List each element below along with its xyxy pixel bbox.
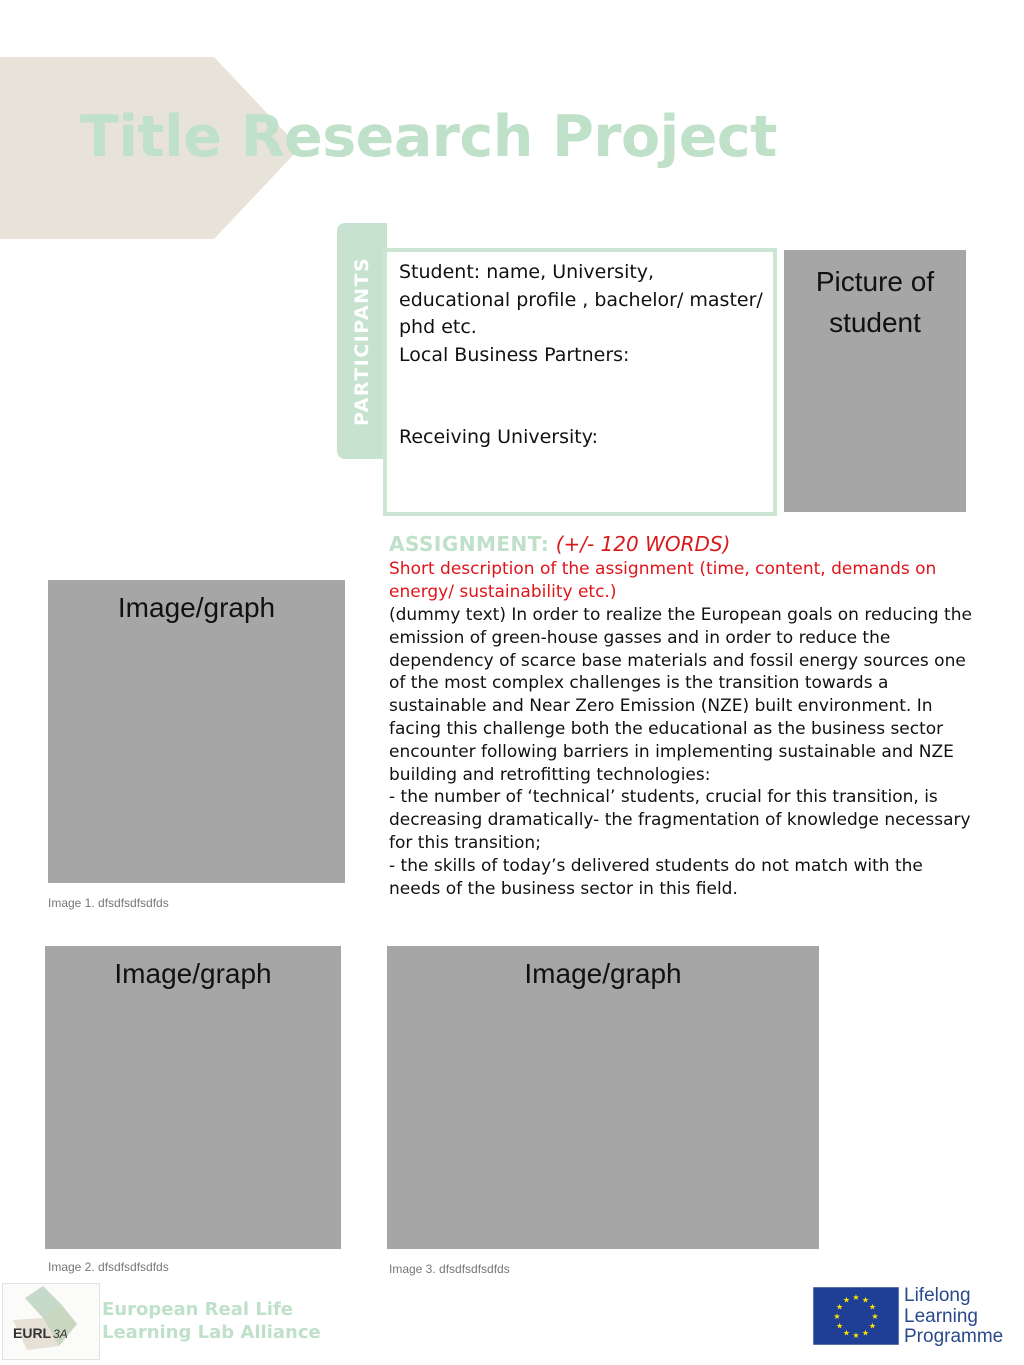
student-line: Student: name, University, educational profile , bachelor/ master/ phd etc. (399, 261, 763, 338)
eu-star-icon: ★ (852, 1331, 860, 1340)
image-placeholder-3 (387, 946, 819, 1249)
eu-flag-icon (813, 1287, 899, 1345)
alliance-line: European Real Life (102, 1299, 294, 1320)
image-label: Image/graph (117, 592, 276, 623)
eu-star-icon: ★ (852, 1293, 860, 1302)
assignment-body (389, 604, 979, 900)
image-caption-1: Image 1. dfsdfsdfsdfds (48, 896, 169, 910)
eu-star-icon: ★ (868, 1321, 877, 1331)
eu-star-icon: ★ (861, 1328, 870, 1338)
assignment-paragraph: - the skills of today’s delivered students do not match with the needs of the business sector in this field. (389, 855, 923, 899)
eu-star-icon: ★ (835, 1302, 844, 1312)
llp-line: Learning (904, 1305, 978, 1327)
lifelong-learning-programme-label (904, 1286, 1003, 1348)
student-picture-label: Picture of student (815, 266, 935, 338)
eurl3a-logo (2, 1283, 100, 1360)
eu-star-icon: ★ (833, 1312, 841, 1321)
image-caption-2: Image 2. dfsdfsdfsdfds (48, 1260, 169, 1274)
llp-line: Lifelong (904, 1285, 971, 1306)
participants-tab-label: PARTICIPANTS (351, 256, 373, 426)
participants-text (399, 259, 764, 452)
image-label: Image/graph (114, 958, 272, 989)
image-placeholder-2 (45, 946, 341, 1249)
eu-star-icon: ★ (868, 1302, 877, 1312)
assignment-paragraph: (dummy text) In order to realize the European goals on reducing the emission of green-house gasses and in order to reduce the dependency of scarce base materials and fossil energy sources one of the most complex challenges is the transition towards a sustainable and Near Zero Emission (NZE) built environment. In facing this challenge both the educational as the business sector encounter following barriers in implementing sustainable and NZE building and retrofitting technologies: (389, 605, 972, 785)
image-placeholder-1 (48, 580, 345, 883)
assignment-heading (389, 532, 730, 556)
image-label: Image/graph (524, 958, 682, 989)
image-caption-3: Image 3. dfsdfsdfsdfds (389, 1262, 510, 1276)
svg-text:3A: 3A (53, 1327, 68, 1341)
eu-star-icon: ★ (835, 1321, 844, 1331)
eu-star-icon: ★ (861, 1295, 870, 1305)
business-partners-line: Local Business Partners: (399, 343, 630, 366)
llp-line: Programme (904, 1326, 1004, 1347)
svg-text:EURL: EURL (13, 1325, 52, 1341)
assignment-description: Short description of the assignment (time, content, demands on energy/ sustainability etc.) (389, 559, 937, 602)
eu-star-icon: ★ (842, 1295, 851, 1305)
receiving-university-line: Receiving University: (399, 426, 598, 448)
alliance-name (102, 1298, 321, 1344)
student-picture-placeholder (784, 250, 966, 512)
page-title: Title Research Project (80, 104, 777, 170)
alliance-line: Learning Lab Alliance (102, 1322, 321, 1343)
eu-star-icon: ★ (842, 1328, 851, 1338)
assignment-label: ASSIGNMENT: (389, 532, 550, 556)
assignment-paragraph: - the number of ‘technical’ students, crucial for this transition, is decreasing dramatically- the fragmentation of knowledge necessary for this transition; (389, 787, 971, 853)
eu-star-icon: ★ (871, 1312, 879, 1321)
eurl3a-logo-mark (3, 1284, 99, 1359)
assignment-word-count: (+/- 120 WORDS) (555, 532, 731, 556)
